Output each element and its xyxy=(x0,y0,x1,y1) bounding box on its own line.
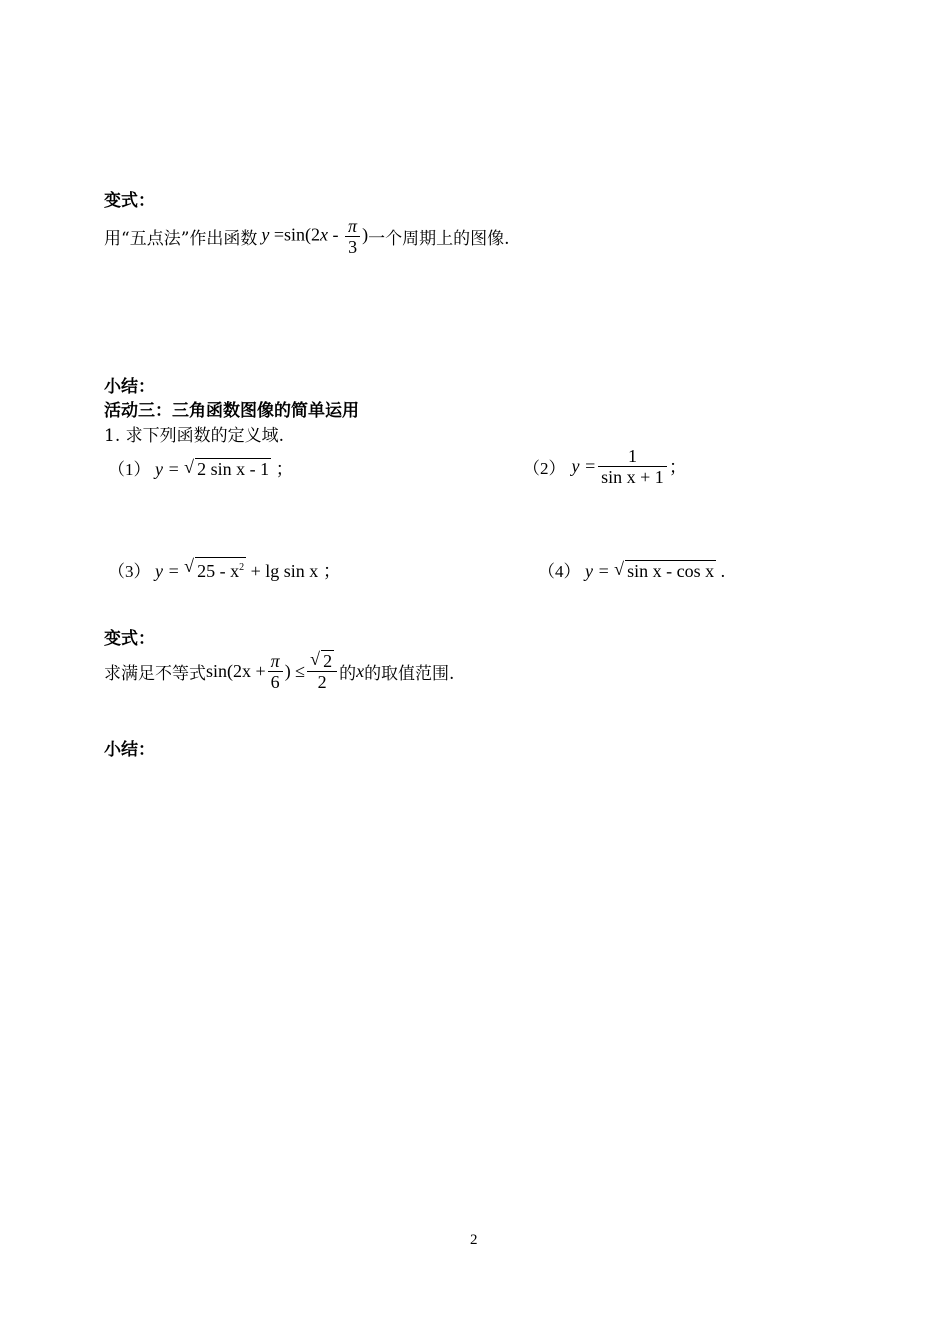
variable-x: x xyxy=(356,660,365,681)
item-label: （3） xyxy=(108,562,151,581)
fraction-numerator: π xyxy=(348,215,358,236)
item-1 xyxy=(108,455,294,481)
item-lhs: y = xyxy=(155,561,180,581)
item-3 xyxy=(108,557,341,583)
activity-3-heading: 活动三：三角函数图像的简单运用 xyxy=(104,401,359,421)
item-rest: + lg sin x xyxy=(250,561,319,581)
item-end: ； xyxy=(668,457,687,477)
reciprocal-fraction xyxy=(598,446,667,487)
item-lhs: y = xyxy=(155,459,180,479)
task-formula xyxy=(261,216,368,257)
pi-over-6-fraction xyxy=(268,651,283,692)
item-2 xyxy=(523,442,687,490)
formula-close: ) ≤ xyxy=(284,660,306,681)
fraction-denominator: 3 xyxy=(345,236,360,257)
variant-heading-1: 变式： xyxy=(104,191,155,211)
formula-minus: - xyxy=(332,224,339,245)
summary-heading-1: 小结： xyxy=(104,377,155,397)
formula-x: x xyxy=(320,224,329,245)
sin-open: sin(2x + xyxy=(206,660,266,681)
item-lhs: y = xyxy=(585,561,610,581)
fraction-numerator: 1 xyxy=(627,445,637,466)
inequality-formula xyxy=(206,650,339,692)
question-1-text: 1. 求下列函数的定义域. xyxy=(104,426,285,446)
sqrt-expression xyxy=(614,560,716,582)
item-label: （1） xyxy=(108,460,151,479)
task-suffix: 一个周期上的图像. xyxy=(368,228,510,249)
radicand: 25 - x xyxy=(197,561,240,581)
item-end: ； xyxy=(322,561,341,581)
item-end: . xyxy=(720,561,726,581)
pi-over-3-fraction xyxy=(345,216,360,257)
inequality-prefix: 求满足不等式 xyxy=(104,663,206,684)
item-4 xyxy=(538,557,725,582)
formula-close: ) xyxy=(362,224,369,245)
task-prefix: 用“五点法”作出函数 xyxy=(104,228,258,249)
formula-eq: =sin(2 xyxy=(273,224,321,245)
inequality-suffix-b: 的取值范围. xyxy=(364,663,455,684)
fraction-denominator: sin x + 1 xyxy=(598,466,667,487)
sqrt-expression xyxy=(184,557,246,582)
item-end: ； xyxy=(275,459,294,479)
sqrt2-over-2-fraction xyxy=(307,650,337,692)
sqrt-expression xyxy=(184,458,271,480)
inequality-task xyxy=(104,646,454,696)
inequality-suffix-a: 的 xyxy=(339,663,357,684)
fraction-numerator: π xyxy=(270,650,280,671)
exponent: 2 xyxy=(239,562,245,573)
sqrt-expression xyxy=(310,650,334,671)
radicand: sin x - cos x xyxy=(627,561,715,581)
formula-y: y xyxy=(261,224,270,245)
fraction-denominator: 6 xyxy=(268,671,283,692)
five-point-task xyxy=(104,214,509,258)
item-label: （2） xyxy=(523,458,566,478)
fraction-denominator: 2 xyxy=(307,671,337,692)
radicand: 2 sin x - 1 xyxy=(197,459,270,479)
page-number: 2 xyxy=(470,1232,478,1248)
summary-heading-2: 小结： xyxy=(104,740,155,760)
radicand: 2 xyxy=(323,651,333,671)
item-label: （4） xyxy=(538,562,581,581)
variant-heading-2: 变式： xyxy=(104,629,155,649)
item-lhs: y = xyxy=(571,455,597,476)
